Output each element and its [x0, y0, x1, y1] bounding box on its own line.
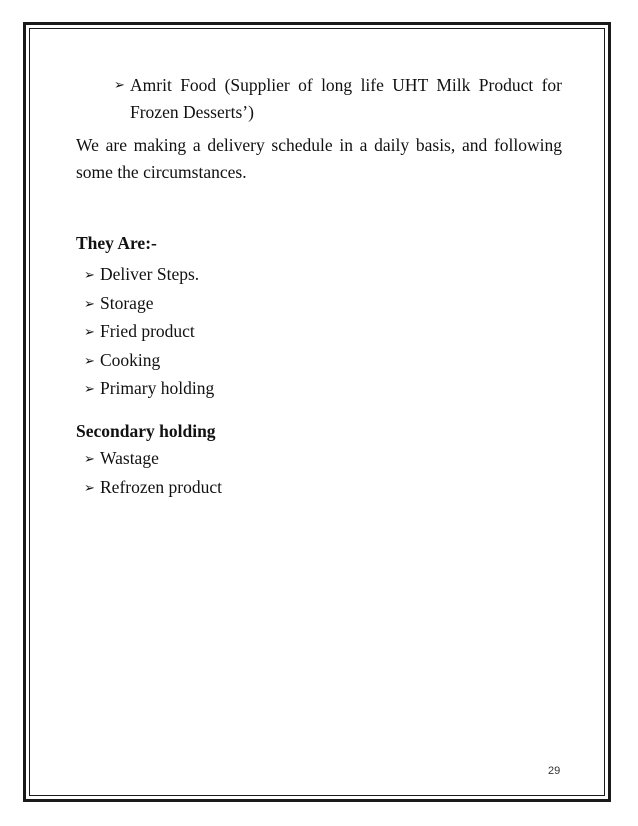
list-item-text: Wastage [100, 447, 159, 468]
arrow-bullet-icon: ➢ [84, 382, 95, 398]
list-item [84, 445, 562, 474]
page-number: 29 [548, 765, 561, 777]
list-item-text: Refrozen product [100, 476, 222, 497]
section-heading-secondary-holding: Secondary holding [76, 420, 216, 441]
list-item-text: Primary holding [100, 378, 215, 399]
secondary-holding-list [76, 445, 562, 502]
section-heading-they-are: They Are:- [76, 233, 157, 253]
arrow-bullet-icon: ➢ [84, 353, 95, 369]
list-item [84, 261, 562, 290]
arrow-bullet-icon: ➢ [84, 268, 95, 283]
list-item-text: Cooking [100, 349, 161, 370]
page-content [76, 72, 562, 502]
list-item [84, 318, 562, 347]
list-item [84, 474, 562, 503]
list-item-text: Deliver Steps. [100, 264, 200, 284]
circumstances-list [76, 261, 562, 404]
supplier-bullet-text: Amrit Food (Supplier of long life UHT Milk Product for Frozen Desserts’) [130, 75, 562, 122]
arrow-bullet-icon: ➢ [84, 451, 95, 467]
list-item [84, 347, 562, 376]
arrow-bullet-icon: ➢ [84, 480, 95, 496]
list-item [84, 375, 562, 404]
delivery-schedule-paragraph: We are making a delivery schedule in a daily basis, and following some the circumstances. [76, 135, 562, 182]
list-item [84, 290, 562, 319]
supplier-bullet [114, 72, 562, 126]
arrow-bullet-icon: ➢ [84, 296, 95, 312]
arrow-bullet-icon: ➢ [84, 325, 95, 341]
list-item-text: Fried product [100, 321, 195, 342]
arrow-bullet-icon: ➢ [114, 78, 125, 93]
list-item-text: Storage [100, 292, 154, 313]
